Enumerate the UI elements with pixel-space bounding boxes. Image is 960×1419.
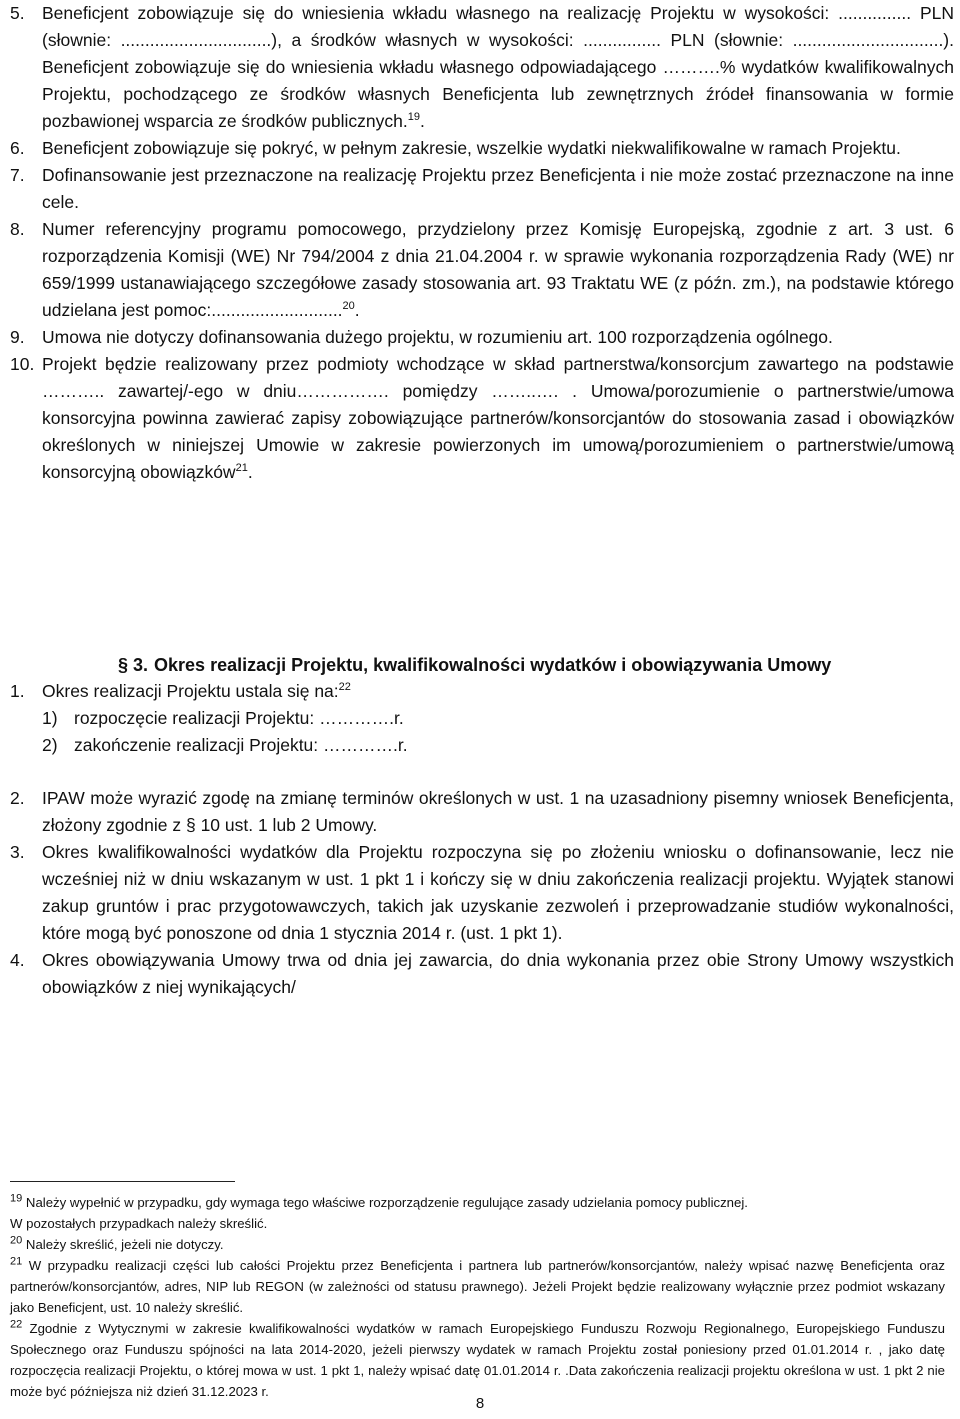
paragraph-9 [10, 324, 960, 351]
items-section-3-start [10, 678, 960, 759]
paragraph-s3-4 [10, 947, 960, 1001]
item-text: IPAW może wyrazić zgodę na zmianę terminów określonych w ust. 1 na uzasadniony pisemny wniosek Beneficjenta, złożony zgodnie z § 10 ust. 1 lub 2 Umowy. [42, 788, 954, 835]
footnote-20 [10, 1234, 945, 1255]
paragraph-6 [10, 135, 960, 162]
item-text: Numer referencyjny programu pomocowego, przydzielony przez Komisję Europejską, zgodnie z art. 3 ust. 6 rozporządzenia Komisji (WE) Nr 794/2004 z dnia 21.04.2004 r. w sprawie wykonania rozporządzenia Rady (WE) nr 659/1999 ustanawiającego szczegółowe zasady stosowania art. 93 Traktatu WE (z późn. zm.), na podstawie którego udzielana jest pomoc:........................... [42, 219, 954, 320]
item-number: 7. [10, 165, 25, 185]
footnote-marker: 21 [10, 1255, 23, 1268]
items-top [10, 0, 960, 486]
sub-item-2 [10, 732, 960, 759]
footnote-extra: W pozostałych przypadkach należy skreślić. [10, 1216, 268, 1231]
item-number: 10. [10, 354, 35, 374]
page-number: 8 [475, 1395, 485, 1412]
paragraph-5: 5. Beneficjent zobowiązuje się do wniesienia wkładu własnego na realizację Projektu w wysokości: ............... PLN (słownie: ...............................), a środków własnych w wysokości: ................ PLN (słownie: ...............................). Beneficjent zobowiązuje się do wniesienia wkładu własnego odpowiadającego ……….% wydatków kwalifikowalnych Projektu, pochodzącego ze środków własnych Beneficjenta lub zewnętrznych źródeł finansowania w formie pozbawionej wsparcia ze środków publicznych.$^{19}$. [10, 0, 960, 135]
sub-item-1 [10, 705, 960, 732]
item-number: 8. [10, 219, 25, 239]
paragraph-s3-1 [10, 678, 960, 705]
items-section-3-rest [10, 785, 960, 1001]
paragraph-7 [10, 162, 960, 216]
item-number: 1. [10, 681, 25, 701]
sub-item-text: zakończenie realizacji Projektu: ………….r. [74, 735, 408, 755]
footnote-text: Zgodnie z Wytycznymi w zakresie kwalifikowalności wydatków w ramach Europejskiego Funduszu Rozwoju Regionalnego, Europejskiego Funduszu Społecznego oraz Funduszu spójności na lata 2014-2020, jeżeli pierwszy wydatek w ramach Projektu został poniesiony przed 01.01.2014 r. , jako datę rozpoczęcia realizacji Projektu, o której mowa w ust. 1 pkt 1, należy wpisać datę 01.01.2014 r. .Data zakończenia realizacji projektu określona w ust. 1 pkt 2 nie może być późniejsza niż dzień 31.12.2023 r. [10, 1321, 945, 1399]
item-text: Beneficjent zobowiązuje się do wniesienia wkładu własnego na realizację Projektu w wysokości: ............... PLN (słownie: ...............................), a środków własnych w wysokości: ................ PLN (słownie: ...............................). Beneficjent zobowiązuje się do wniesienia wkładu własnego odpowiadającego ……….% wydatków kwalifikowalnych Projektu, pochodzącego ze środków własnych Beneficjenta lub zewnętrznych źródeł finansowania w formie pozbawionej wsparcia ze środków publicznych. [42, 3, 954, 131]
footnote-19 [10, 1192, 945, 1234]
item-text: Umowa nie dotyczy dofinansowania dużego projektu, w rozumieniu art. 100 rozporządzenia ogólnego. [42, 327, 833, 347]
item-number: 4. [10, 950, 25, 970]
item-number: 9. [10, 327, 25, 347]
item-number: 6. [10, 138, 25, 158]
footnote-21 [10, 1255, 945, 1318]
footnote-text: Należy skreślić, jeżeli nie dotyczy. [25, 1237, 224, 1252]
footnote-text: W przypadku realizacji części lub całości Projektu przez Beneficjenta i partnera lub partnerów/konsorcjantów, należy wpisać nazwę Beneficjenta oraz partnerów/konsorcjantów, adres, NIP lub REGON (w zależności od statusu prawnego). Jeżeli Projekt będzie realizowany wyłącznie przez podmiot wskazany jako Beneficjent, ust. 10 należy skreślić. [10, 1258, 945, 1315]
footnotes [10, 1192, 945, 1402]
item-text: Projekt będzie realizowany przez podmioty wchodzące w skład partnerstwa/konsorcjum zawartego na podstawie ……….. zawartej/-ego w dniu……………. pomiędzy ……..…. . Umowa/porozumienie o partnerstwie/umowa konsorcyjna powinna zawierać zapisy zobowiązujące partnerów/konsorcjantów do stosowania zasad i obowiązków określonych w niniejszej Umowie w zakresie powierzonych im umową/porozumieniem o partnerstwie/umową konsorcyjną obowiązków [42, 354, 954, 482]
sub-item-number: 1) [42, 708, 58, 728]
section-title: Okres realizacji Projektu, kwalifikowalności wydatków i obowiązywania Umowy [154, 655, 832, 675]
item-text: Beneficjent zobowiązuje się pokryć, w pełnym zakresie, wszelkie wydatki niekwalifikowalne w ramach Projektu. [42, 138, 901, 158]
footnote-text: Należy wypełnić w przypadku, gdy wymaga tego właściwe rozporządzenie regulujące zasady udzielania pomocy publicznej. [25, 1195, 748, 1210]
footnote-22 [10, 1318, 945, 1402]
paragraph-8: 8. Numer referencyjny programu pomocowego, przydzielony przez Komisję Europejską, zgodnie z art. 3 ust. 6 rozporządzenia Komisji (WE) Nr 794/2004 z dnia 21.04.2004 r. w sprawie wykonania rozporządzenia Rady (WE) nr 659/1999 ustanawiającego szczegółowe zasady stosowania art. 93 Traktatu WE (z późn. zm.), na podstawie którego udzielana jest pomoc:...........................$^{20}$. [10, 216, 960, 324]
item-number: 3. [10, 842, 25, 862]
item-text: Dofinansowanie jest przeznaczone na realizację Projektu przez Beneficjenta i nie może zostać przeznaczone na inne cele. [42, 165, 954, 212]
paragraph-10: 10. Projekt będzie realizowany przez podmioty wchodzące w skład partnerstwa/konsorcjum zawartego na podstawie ……….. zawartej/-ego w dniu……………. pomiędzy ……..…. . Umowa/porozumienie o partnerstwie/umowa konsorcyjna powinna zawierać zapisy zobowiązujące partnerów/konsorcjantów do stosowania zasad i obowiązków określonych w niniejszej Umowie w zakresie powierzonych im umową/porozumieniem o partnerstwie/umową konsorcyjną obowiązków$^{21}$. [10, 351, 960, 486]
item-number: 2. [10, 788, 25, 808]
footnote-ref-22: 22 [338, 681, 351, 694]
footnote-marker: 20 [10, 1234, 23, 1247]
paragraph-s3-3 [10, 839, 960, 947]
footnote-ref-19: 19 [407, 111, 420, 124]
footnote-ref-20: 20 [342, 300, 355, 313]
footnote-marker: 22 [10, 1318, 23, 1331]
sub-item-text: rozpoczęcie realizacji Projektu: ………….r. [74, 708, 404, 728]
item-text: Okres kwalifikowalności wydatków dla Projektu rozpoczyna się po złożeniu wniosku o dofinansowanie, lecz nie wcześniej niż w dniu wskazanym w ust. 1 pkt 1 i kończy się w dniu zakończenia realizacji projektu. Wyjątek stanowi zakup gruntów i prac przygotowawczych, takich jak uzyskanie zezwoleń i przeprowadzanie studiów wykonalności, które mogą być ponoszone od dnia 1 stycznia 2014 r. (ust. 1 pkt 1). [42, 842, 954, 943]
footnote-separator [10, 1181, 235, 1182]
paragraph-s3-2 [10, 785, 960, 839]
footnote-marker: 19 [10, 1192, 23, 1205]
section-number: § 3. [118, 655, 149, 675]
section-heading [118, 652, 831, 679]
sub-item-number: 2) [42, 735, 58, 755]
footnote-ref-21: 21 [235, 462, 248, 475]
item-number: 5. [10, 3, 25, 23]
item-text: Okres obowiązywania Umowy trwa od dnia jej zawarcia, do dnia wykonania przez obie Strony Umowy wszystkich obowiązków z niej wynikających/ [42, 950, 954, 997]
item-text: Okres realizacji Projektu ustala się na: [42, 681, 339, 701]
